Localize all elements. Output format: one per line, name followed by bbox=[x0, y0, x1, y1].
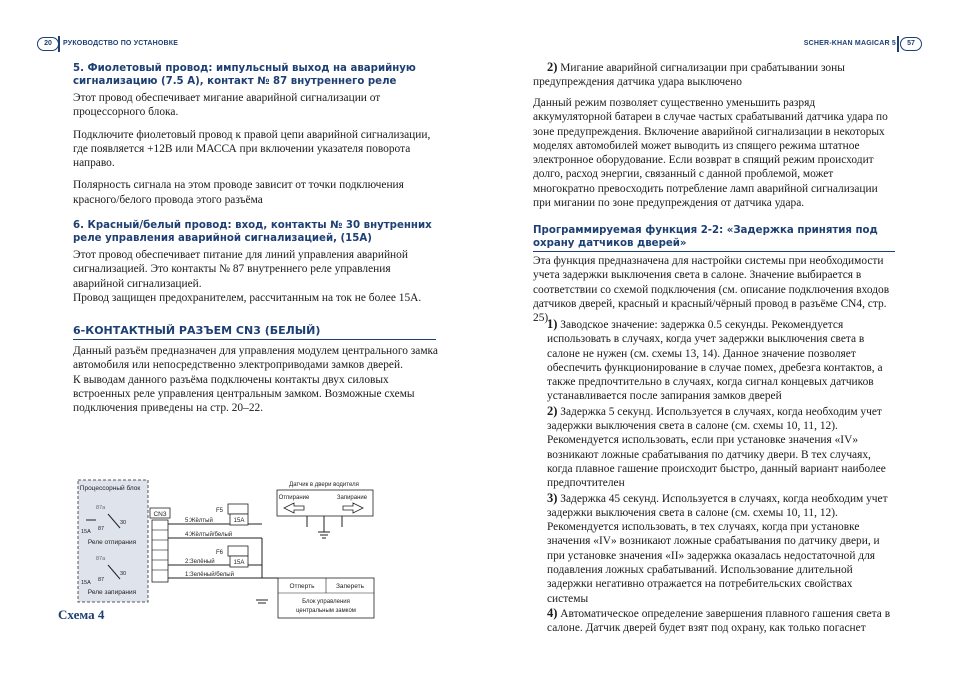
cn3-label: CN3 bbox=[153, 511, 167, 518]
cn3-paragraph: К выводам данного разъёма подключены контакты двух силовых встроенных реле управления центральным замком. Возможные схемы подключения приведены на стр. 20–22. bbox=[73, 373, 415, 415]
wire-1-label: 1:Зелёный/белый bbox=[185, 572, 234, 578]
section-6-body bbox=[73, 248, 438, 305]
central-lock-title-line1: Блок управления bbox=[302, 599, 350, 605]
function-title-underline bbox=[533, 251, 895, 252]
fuse-f5-body bbox=[228, 504, 248, 514]
item-text: Задержка 5 секунд. Используется в случаях, когда необходим учет задержки выключения света в салоне (см. схемы 10, 11, 12). Рекомендуется использовать, если при установке значения «IV» возникают ложные срабатывания по датчику двери. В тех случаях, когда плавное гашение происходит быстро, данный вариант наиболее предпочтителен bbox=[547, 405, 886, 490]
cn3-section-title: 6-КОНТАКТНЫЙ РАЗЪЕМ CN3 (БЕЛЫЙ) bbox=[73, 324, 321, 337]
section-5-paragraph: Подключите фиолетовый провод к правой цепи аварийной сигнализации, где появляется +12В или МАССА при включении указателя поворота направо. bbox=[73, 128, 431, 170]
relay2-87-label: 87 bbox=[98, 577, 105, 583]
item-number: 2) bbox=[547, 60, 558, 74]
right-paragraph-1: Данный режим позволяет существенно уменьшить разряд аккумуляторной батареи в случае частых срабатываний датчика удара по зоне предупреждения. Включение аварийной сигнализации в некоторых моделях автомобилей может выводить из спящего режима штатное электронное оборудование. Если возврат в спящий режим происходит долго, расход энергии, связанный с данной проблемой, может многократно превосходить потребление ламп аварийной сигнализации при мигании по зоне предупреждения от датчика удара. bbox=[533, 97, 888, 210]
item-text: Задержка 45 секунд. Используется в случаях, когда необходим учет задержки выключения света в салоне (см. схемы 10, 11, 12). Рекомендуется использовать, в тех случаях, когда при установке значения «IV» возникают ложные срабатывания по датчику двери, и при установке значения «II» задержка оказалась недостаточной для подавления ложных срабатываний. Использование длительной задержки негативно отражается на потребительских свойствах системы bbox=[547, 492, 888, 605]
section-5-paragraph: Полярность сигнала на этом проводе зависит от точки подключения красного/белого провода этого разъёма bbox=[73, 179, 404, 206]
left-running-header: РУКОВОДСТВО ПО УСТАНОВКЕ bbox=[63, 40, 179, 47]
right-paragraph-2: Эта функция предназначена для настройки системы при необходимости учета задержки выключения света в салоне. Значение выбирается в соответствии со схемой подключения (см. описание подключения входов датчиков дверей, красный и красный/чёрный провод в разъёме CN4, стр. 25). bbox=[533, 255, 890, 325]
header-divider-right bbox=[897, 36, 899, 52]
wire-4-label: 4:Жёлтый/белый bbox=[185, 532, 233, 538]
door-unlocking-label: Отпирание bbox=[278, 495, 310, 501]
option-item-4 bbox=[547, 606, 895, 636]
section-5-body bbox=[73, 91, 438, 215]
relay1-fuse-label: 15A bbox=[81, 529, 91, 535]
option-item-1 bbox=[547, 317, 895, 404]
fuse-f5-label: F5 bbox=[216, 508, 224, 514]
section-6-title: 6. Красный/белый провод: вход, контакты № 30 внутренних реле управления аварийной сигнализацией, (15А) bbox=[73, 220, 432, 244]
fuse-f6-body bbox=[228, 546, 248, 556]
item-number: 3) bbox=[547, 490, 558, 505]
door-sensor-label: Датчик в двери водителя bbox=[289, 482, 359, 488]
item-text: Автоматическое определение завершения плавного гашения света в салоне. Датчик дверей будет взят под охрану, как только погаснет bbox=[547, 607, 891, 635]
relay2-fuse-label: 15A bbox=[81, 580, 91, 586]
option-item-2 bbox=[547, 404, 895, 491]
relay-lock-label: Реле запирания bbox=[87, 589, 137, 596]
fuse-f6-label: F6 bbox=[216, 550, 224, 556]
section-5-title: 5. Фиолетовый провод: импульсный выход на аварийную сигнализацию (7.5 А), контакт № 87 внутреннего реле bbox=[73, 63, 416, 87]
right-page-number: 57 bbox=[900, 37, 922, 51]
item-number: 2) bbox=[547, 403, 558, 418]
right-running-header: SCHER-KHAN MAGICAR 5 bbox=[803, 40, 896, 47]
door-locking-label: Запирание bbox=[336, 495, 368, 501]
option-list bbox=[547, 317, 895, 636]
wire-5-label: 5:Жёлтый bbox=[185, 518, 213, 524]
section-6-paragraph: Провод защищен предохранителем, рассчитанным на ток не более 15А. bbox=[73, 291, 422, 304]
right-top-item bbox=[533, 60, 895, 90]
relay2-30-label: 30 bbox=[120, 571, 127, 577]
wiring-diagram bbox=[72, 472, 382, 620]
function-2-2-title: Программируемая функция 2-2: «Задержка принятия под охрану датчиков дверей» bbox=[533, 225, 878, 249]
wire-2-label: 2:Зелёный bbox=[185, 559, 215, 565]
processor-block-label: Процессорный блок bbox=[79, 485, 141, 492]
item-text: Мигание аварийной сигнализации при срабатывании зоны предупреждения датчика удара выключено bbox=[533, 62, 845, 89]
header-divider-left bbox=[58, 36, 60, 52]
left-page-number: 20 bbox=[37, 37, 59, 51]
relay2-87a-label: 87a bbox=[96, 556, 106, 562]
section-6-paragraph: Этот провод обеспечивает питание для линий управления аварийной сигнализацией. Это контакты № 87 внутреннего реле управления аварийной сигнализацией. bbox=[73, 249, 408, 290]
section-5-paragraph: Этот провод обеспечивает мигание аварийной сигнализации от процессорного блока. bbox=[73, 92, 381, 119]
item-text: Заводское значение: задержка 0.5 секунды. Рекомендуется использовать в случаях, когда учет задержки выключения света в салоне не нужен (см. схемы 13, 14). Данное значение позволяет обеспечить функционирование в случае помех, дребезга контактов, а также предпочтительно в случаях, когда сигнал концевых датчиков устанавливается после запирания замков дверей bbox=[547, 319, 883, 403]
schema-caption: Схема 4 bbox=[58, 607, 105, 622]
relay1-30-label: 30 bbox=[120, 520, 127, 526]
central-lock-lock-label: Запереть bbox=[335, 583, 365, 590]
option-item-3 bbox=[547, 491, 895, 606]
fuse-f6-rating: 15A bbox=[233, 560, 245, 566]
cn3-paragraph: Данный разъём предназначен для управления модулем центрального замка автомобиля или непосредственно электроприводами замков дверей. bbox=[73, 345, 438, 372]
central-lock-unlock-label: Отперть bbox=[289, 583, 315, 590]
relay-unlock-label: Реле отпирания bbox=[87, 539, 137, 546]
central-lock-title-line2: центральным замком bbox=[296, 608, 356, 614]
cn3-connector bbox=[152, 520, 168, 582]
item-number: 4) bbox=[547, 605, 558, 620]
item-number: 1) bbox=[547, 317, 558, 331]
relay1-87a-label: 87a bbox=[96, 505, 106, 511]
fuse-f5-rating: 15A bbox=[233, 518, 245, 524]
cn3-title-underline bbox=[73, 339, 436, 340]
relay1-87-label: 87 bbox=[98, 526, 105, 532]
cn3-section-body bbox=[73, 344, 438, 415]
